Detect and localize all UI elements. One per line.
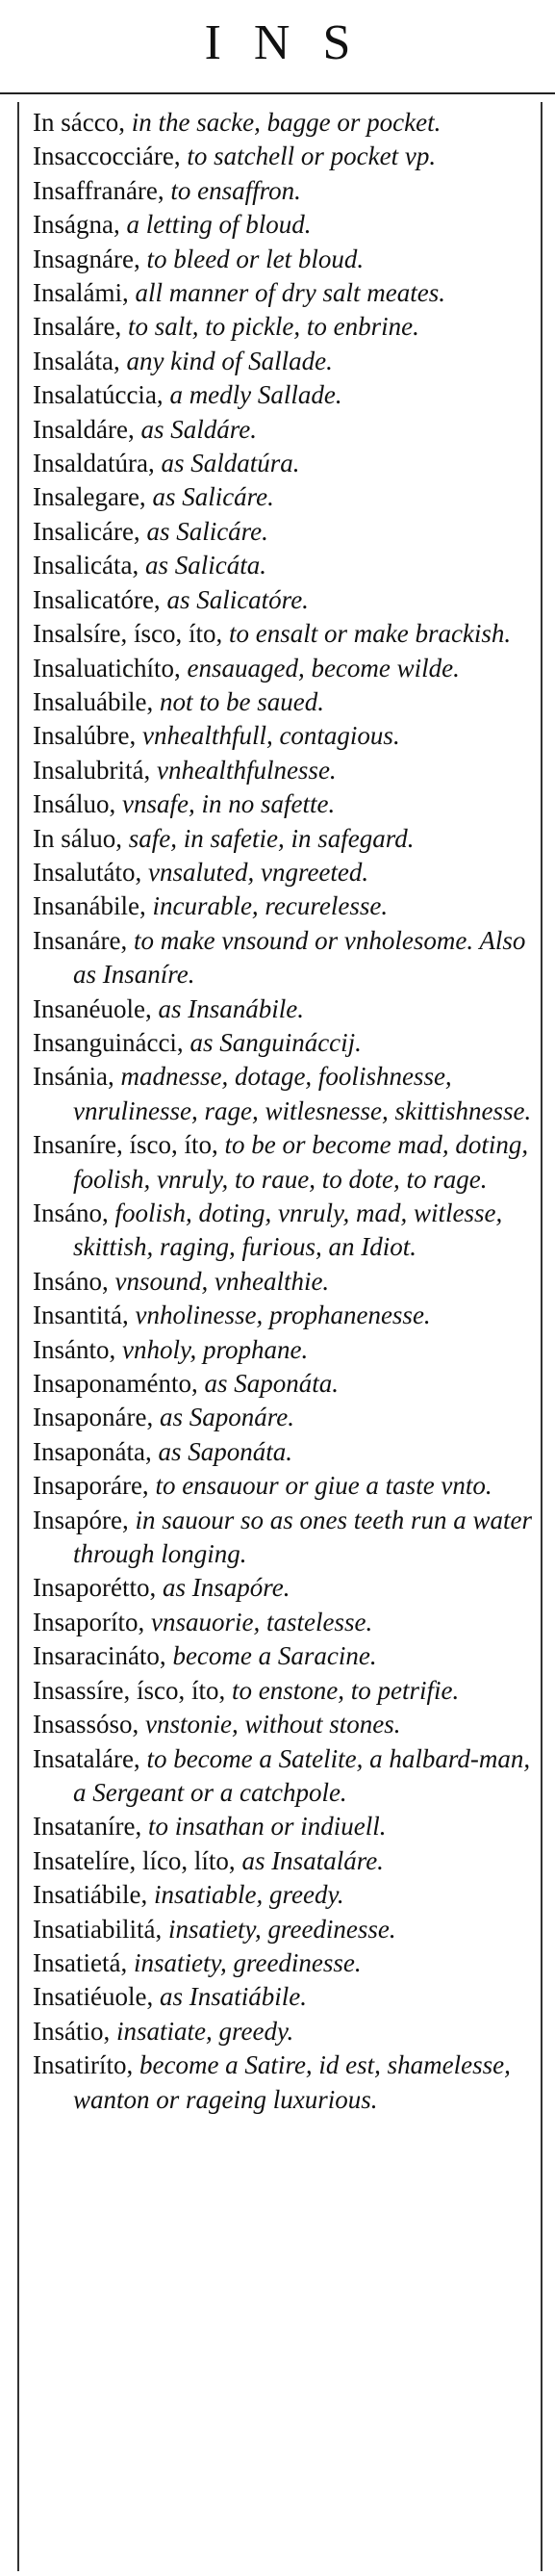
entry-headword: Insalicáta, xyxy=(33,551,139,580)
entry-definition: as Salicáta. xyxy=(139,551,266,580)
entry-definition: insatiety, greedinesse. xyxy=(162,1914,396,1944)
dictionary-entry xyxy=(33,515,533,549)
column-rule-right xyxy=(541,102,542,2571)
dictionary-entry xyxy=(33,1026,533,1060)
entry-definition: foolish, doting, vnruly, mad, witlesse, skittish, raging, furious, an Idiot. xyxy=(73,1198,503,1262)
entry-definition: as Insataláre. xyxy=(235,1845,384,1875)
entry-definition: as Saldáre. xyxy=(134,414,257,444)
entry-headword: Insaccocciáre, xyxy=(33,142,181,171)
entry-headword: Insaporétto, xyxy=(33,1573,157,1603)
entry-headword: Inságna, xyxy=(33,210,120,240)
entry-definition: as Saldatúra. xyxy=(154,449,300,478)
entry-definition: in the sacke, bagge or pocket. xyxy=(124,108,441,137)
dictionary-entry xyxy=(33,992,533,1026)
entry-headword: Insanéuole, xyxy=(33,993,152,1023)
dictionary-entry xyxy=(33,1639,533,1673)
dictionary-entry xyxy=(33,2048,533,2117)
dictionary-entry xyxy=(33,1980,533,2014)
dictionary-entry xyxy=(33,1265,533,1299)
entry-definition: vnholinesse, prophanenesse. xyxy=(128,1301,431,1330)
entry-definition: a medly Sallade. xyxy=(163,380,342,410)
dictionary-entry xyxy=(33,787,533,821)
dictionary-entry xyxy=(33,1435,533,1469)
entry-headword: Insalutáto, xyxy=(33,857,142,887)
entry-headword: Insaláta, xyxy=(33,346,120,375)
entry-headword: Insalúbre, xyxy=(33,721,137,751)
dictionary-entry xyxy=(33,889,533,923)
dictionary-entry xyxy=(33,1060,533,1128)
page-title: INS xyxy=(204,15,384,70)
page-header xyxy=(0,4,555,83)
dictionary-entry xyxy=(33,1878,533,1912)
dictionary-entry xyxy=(33,1913,533,1946)
entry-definition: in sauour so as ones teeth run a water through longing. xyxy=(73,1505,532,1569)
entry-headword: Insalicáre, xyxy=(33,516,140,546)
entry-headword: Insátio, xyxy=(33,2016,111,2046)
entry-headword: Insáluo, xyxy=(33,789,116,819)
entry-definition: madnesse, dotage, foolishnesse, vnrulinesse, rage, witlesnesse, skittishnesse. xyxy=(73,1062,532,1125)
entry-definition: to satchell or pocket vp. xyxy=(180,142,437,171)
entry-definition: as Salicáre. xyxy=(145,482,274,512)
dictionary-entry xyxy=(33,1128,533,1197)
entry-headword: Insataníre, xyxy=(33,1812,142,1842)
entry-definition: vnsaluted, vngreeted. xyxy=(141,857,369,887)
entry-headword: Insagnáre, xyxy=(33,244,140,273)
dictionary-entry xyxy=(33,1299,533,1332)
entry-headword: Insalámi, xyxy=(33,278,129,308)
entry-definition: as Insatiábile. xyxy=(153,1982,307,2012)
dictionary-entry xyxy=(33,1810,533,1843)
entry-headword: Insaponaménto, xyxy=(33,1369,198,1399)
entry-definition: vnhealthfull, contagious. xyxy=(136,721,400,751)
entry-definition: to ensauour or giue a taste vnto. xyxy=(148,1471,492,1501)
dictionary-entry xyxy=(33,1946,533,1980)
dictionary-entry xyxy=(33,1333,533,1367)
entry-headword: Insaffranáre, xyxy=(33,175,164,205)
entry-headword: Insanguinácci, xyxy=(33,1027,184,1057)
entry-definition: to ensaffron. xyxy=(164,175,301,205)
dictionary-entry xyxy=(33,378,533,412)
entry-headword: Insassóso, xyxy=(33,1710,139,1739)
dictionary-entry xyxy=(33,1606,533,1639)
dictionary-entry xyxy=(33,754,533,787)
dictionary-entry xyxy=(33,276,533,310)
entry-definition: vnsound, vnhealthie. xyxy=(108,1266,330,1296)
entry-definition: ensauaged, become wilde. xyxy=(180,653,460,683)
entry-definition: to become a Satelite, a halbard-man, a Sergeant or a catchpole. xyxy=(73,1743,531,1807)
entry-definition: insatiate, greedy. xyxy=(110,2016,294,2046)
entry-definition: insatiety, greedinesse. xyxy=(127,1947,362,1977)
entry-headword: Insanáre, xyxy=(33,925,128,955)
entry-headword: Insatiríto, xyxy=(33,2050,134,2080)
entry-definition: become a Satire, id est, shamelesse, wanton or rageing luxurious. xyxy=(73,2050,511,2114)
entry-definition: not to be saued. xyxy=(153,686,324,716)
entry-headword: Insaracináto, xyxy=(33,1641,166,1671)
entry-definition: to be or become mad, doting, foolish, vnruly, to raue, to dote, to rage. xyxy=(73,1130,529,1194)
entry-definition: vnstonie, without stones. xyxy=(139,1710,401,1739)
dictionary-entry xyxy=(33,1742,533,1811)
entry-headword: Insatiéuole, xyxy=(33,1982,154,2012)
entry-headword: Insaponáta, xyxy=(33,1436,152,1466)
entry-headword: Insassíre, ísco, íto, xyxy=(33,1675,226,1705)
entry-definition: vnholy, prophane. xyxy=(115,1334,309,1364)
entry-definition: to bleed or let bloud. xyxy=(139,244,365,273)
entry-definition: as Salicáre. xyxy=(139,516,268,546)
dictionary-entry xyxy=(33,1401,533,1434)
entry-headword: Insalsíre, ísco, íto, xyxy=(33,619,223,649)
dictionary-entry xyxy=(33,617,533,651)
entry-headword: Insanábile, xyxy=(33,891,146,921)
entry-headword: Insáno, xyxy=(33,1266,109,1296)
entry-definition: vnsauorie, tastelesse. xyxy=(144,1607,373,1636)
dictionary-entry xyxy=(33,345,533,378)
entry-definition: vnhealthfulnesse. xyxy=(150,755,337,785)
entry-headword: Insantitá, xyxy=(33,1301,129,1330)
entry-headword: Insalegare, xyxy=(33,482,146,512)
dictionary-entry xyxy=(33,549,533,582)
entry-headword: In sáluo, xyxy=(33,823,122,853)
dictionary-entry xyxy=(33,480,533,514)
entry-headword: Insatelíre, líco, líto, xyxy=(33,1845,236,1875)
entry-headword: Insalicatóre, xyxy=(33,584,161,614)
entry-definition: any kind of Sallade. xyxy=(119,346,333,375)
entry-headword: In sácco, xyxy=(33,108,125,137)
dictionary-entry xyxy=(33,1708,533,1741)
dictionary-entry xyxy=(33,1197,533,1265)
dictionary-entry xyxy=(33,719,533,753)
entry-definition: as Insapóre. xyxy=(156,1573,290,1603)
dictionary-entry xyxy=(33,583,533,617)
entry-headword: Insaluábile, xyxy=(33,686,154,716)
entry-headword: Insaponáre, xyxy=(33,1403,154,1432)
dictionary-entry xyxy=(33,140,533,173)
entry-definition: to ensalt or make brackish. xyxy=(222,619,512,649)
entry-definition: as Insanábile. xyxy=(151,993,304,1023)
entry-definition: to enstone, to petrifie. xyxy=(225,1675,460,1705)
entry-definition: become a Saracine. xyxy=(165,1641,377,1671)
dictionary-entry xyxy=(33,822,533,856)
dictionary-entry xyxy=(33,1469,533,1503)
entry-headword: Insaníre, ísco, íto, xyxy=(33,1130,218,1160)
entry-definition: vnsafe, in no safette. xyxy=(115,789,336,819)
dictionary-entry xyxy=(33,1367,533,1401)
dictionary-entry xyxy=(33,243,533,276)
entry-definition: as Saponáre. xyxy=(153,1403,294,1432)
entry-list xyxy=(33,106,533,2117)
dictionary-entry xyxy=(33,174,533,208)
dictionary-entry xyxy=(33,413,533,447)
entry-definition: to make vnsound or vnholesome. Also as Insaníre. xyxy=(73,925,526,990)
dictionary-entry xyxy=(33,1674,533,1708)
dictionary-entry xyxy=(33,1571,533,1605)
entry-definition: all manner of dry salt meates. xyxy=(128,278,445,308)
entry-headword: Insatiábile, xyxy=(33,1880,148,1910)
header-rule xyxy=(0,92,555,94)
entry-headword: Insaldáre, xyxy=(33,414,135,444)
entry-headword: Insalubritá, xyxy=(33,755,151,785)
entry-headword: Insaporáre, xyxy=(33,1471,149,1501)
entry-headword: Insapóre, xyxy=(33,1505,129,1534)
entry-definition: to insathan or indiuell. xyxy=(141,1812,387,1842)
entry-definition: as Salicatóre. xyxy=(160,584,309,614)
dictionary-entry xyxy=(33,2015,533,2048)
entry-definition: as Saponáta. xyxy=(197,1369,339,1399)
entry-headword: Insánto, xyxy=(33,1334,116,1364)
entry-definition: a letting of bloud. xyxy=(119,210,312,240)
dictionary-entry xyxy=(33,106,533,140)
entry-headword: Insaldatúra, xyxy=(33,449,155,478)
dictionary-entry xyxy=(33,652,533,685)
entry-headword: Insataláre, xyxy=(33,1743,140,1773)
dictionary-entry xyxy=(33,685,533,719)
dictionary-entry xyxy=(33,447,533,480)
entry-headword: Insánia, xyxy=(33,1062,114,1092)
entry-definition: as Saponáta. xyxy=(151,1436,292,1466)
dictionary-entry xyxy=(33,1844,533,1878)
dictionary-entry xyxy=(33,310,533,344)
entry-definition: incurable, recurelesse. xyxy=(145,891,389,921)
entry-definition: to salt, to pickle, to enbrine. xyxy=(121,312,419,342)
entry-definition: as Sanguináccij. xyxy=(183,1027,362,1057)
entry-headword: Insaláre, xyxy=(33,312,122,342)
entry-headword: Insáno, xyxy=(33,1198,109,1227)
entry-definition: insatiable, greedy. xyxy=(147,1880,344,1910)
dictionary-entry xyxy=(33,856,533,889)
dictionary-entry xyxy=(33,1504,533,1572)
entry-definition: safe, in safetie, in safegard. xyxy=(121,823,415,853)
entry-headword: Insaluatichíto, xyxy=(33,653,181,683)
dictionary-entry xyxy=(33,208,533,242)
entry-headword: Insalatúccia, xyxy=(33,380,164,410)
dictionary-entry xyxy=(33,924,533,992)
entry-headword: Insaporíto, xyxy=(33,1607,145,1636)
entry-headword: Insatietá, xyxy=(33,1947,128,1977)
entry-headword: Insatiabilitá, xyxy=(33,1914,163,1944)
column-rule-left xyxy=(17,102,19,2571)
